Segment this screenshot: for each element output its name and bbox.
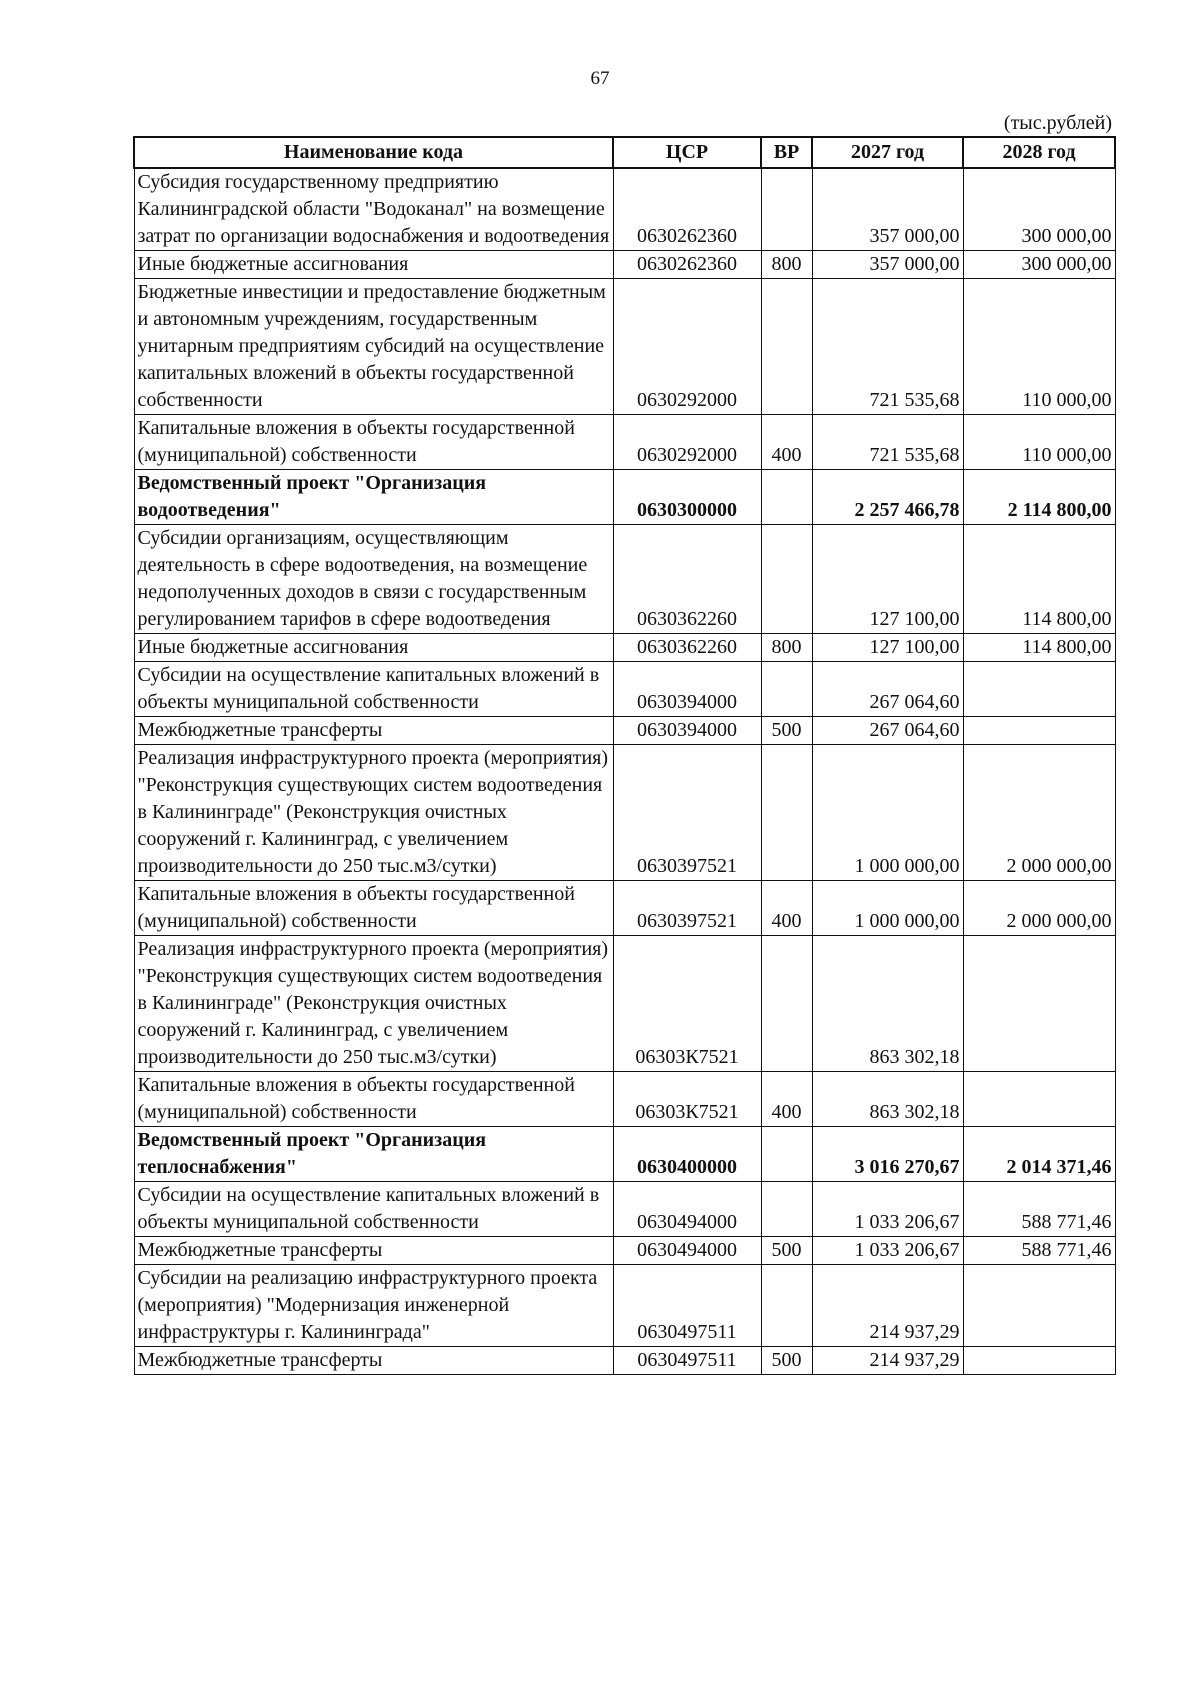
table-row bbox=[134, 936, 1115, 1072]
row-2028-cell bbox=[963, 1347, 1115, 1375]
row-vr-cell: 500 bbox=[761, 717, 812, 745]
row-2028-cell: 2 114 800,00 bbox=[963, 470, 1115, 525]
row-2028-cell bbox=[963, 1265, 1115, 1347]
row-name-cell: Субсидии организациям, осуществляющим деятельность в сфере водоотведения, на возмещение недополученных доходов в связи с государственным регулированием тарифов в сфере водоотведения bbox=[134, 525, 613, 634]
row-2027-cell: 721 535,68 bbox=[812, 415, 963, 470]
row-2027-cell: 1 000 000,00 bbox=[812, 745, 963, 881]
row-2027-cell: 214 937,29 bbox=[812, 1347, 963, 1375]
row-vr-cell bbox=[761, 1127, 812, 1182]
row-vr-cell: 500 bbox=[761, 1237, 812, 1265]
header-2028: 2028 год bbox=[963, 137, 1115, 168]
row-2027-cell: 214 937,29 bbox=[812, 1265, 963, 1347]
row-2027-cell: 1 033 206,67 bbox=[812, 1182, 963, 1237]
row-2027-cell: 2 257 466,78 bbox=[812, 470, 963, 525]
table-row bbox=[134, 1072, 1115, 1127]
table-row bbox=[134, 525, 1115, 634]
row-vr-cell bbox=[761, 1265, 812, 1347]
table-row bbox=[134, 1265, 1115, 1347]
row-csr-cell: 0630494000 bbox=[613, 1237, 761, 1265]
row-2028-cell: 2 000 000,00 bbox=[963, 745, 1115, 881]
row-2028-cell: 2 014 371,46 bbox=[963, 1127, 1115, 1182]
table-row bbox=[134, 745, 1115, 881]
table-row bbox=[134, 470, 1115, 525]
row-csr-cell: 0630394000 bbox=[613, 717, 761, 745]
row-vr-cell bbox=[761, 936, 812, 1072]
row-2028-cell: 2 000 000,00 bbox=[963, 881, 1115, 936]
row-vr-cell bbox=[761, 662, 812, 717]
row-2027-cell: 127 100,00 bbox=[812, 525, 963, 634]
row-2028-cell: 588 771,46 bbox=[963, 1182, 1115, 1237]
row-2028-cell: 110 000,00 bbox=[963, 415, 1115, 470]
row-csr-cell: 0630262360 bbox=[613, 251, 761, 279]
row-2027-cell: 357 000,00 bbox=[812, 251, 963, 279]
row-csr-cell: 0630397521 bbox=[613, 745, 761, 881]
row-csr-cell: 06303К7521 bbox=[613, 1072, 761, 1127]
row-csr-cell: 0630292000 bbox=[613, 415, 761, 470]
row-csr-cell: 0630262360 bbox=[613, 168, 761, 251]
row-vr-cell: 400 bbox=[761, 881, 812, 936]
table-row bbox=[134, 634, 1115, 662]
row-2027-cell: 863 302,18 bbox=[812, 936, 963, 1072]
table-row bbox=[134, 662, 1115, 717]
row-2028-cell: 114 800,00 bbox=[963, 525, 1115, 634]
row-2028-cell: 588 771,46 bbox=[963, 1237, 1115, 1265]
row-vr-cell bbox=[761, 279, 812, 415]
row-name-cell: Ведомственный проект "Организация водоотведения" bbox=[134, 470, 613, 525]
units-label: (тыс.рублей) bbox=[1003, 112, 1112, 134]
row-2027-cell: 357 000,00 bbox=[812, 168, 963, 251]
row-2028-cell: 300 000,00 bbox=[963, 251, 1115, 279]
row-vr-cell: 500 bbox=[761, 1347, 812, 1375]
header-name: Наименование кода bbox=[134, 137, 613, 168]
row-vr-cell bbox=[761, 470, 812, 525]
row-2027-cell: 267 064,60 bbox=[812, 662, 963, 717]
row-csr-cell: 0630394000 bbox=[613, 662, 761, 717]
row-name-cell: Субсидия государственному предприятию Калининградской области "Водоканал" на возмещение затрат по организации водоснабжения и водоотведения bbox=[134, 168, 613, 251]
row-2027-cell: 1 000 000,00 bbox=[812, 881, 963, 936]
table-row bbox=[134, 1182, 1115, 1237]
header-vr: ВР bbox=[761, 137, 812, 168]
row-csr-cell: 0630497511 bbox=[613, 1265, 761, 1347]
table-row bbox=[134, 881, 1115, 936]
row-name-cell: Капитальные вложения в объекты государственной (муниципальной) собственности bbox=[134, 1072, 613, 1127]
row-name-cell: Субсидии на осуществление капитальных вложений в объекты муниципальной собственности bbox=[134, 1182, 613, 1237]
table-row bbox=[134, 279, 1115, 415]
table-row bbox=[134, 168, 1115, 251]
row-vr-cell bbox=[761, 168, 812, 251]
row-name-cell: Бюджетные инвестиции и предоставление бюджетным и автономным учреждениям, государственным унитарным предприятиям субсидий на осуществление капитальных вложений в объекты государственной собственности bbox=[134, 279, 613, 415]
row-2028-cell bbox=[963, 1072, 1115, 1127]
row-2027-cell: 1 033 206,67 bbox=[812, 1237, 963, 1265]
row-csr-cell: 0630497511 bbox=[613, 1347, 761, 1375]
row-name-cell: Межбюджетные трансферты bbox=[134, 1347, 613, 1375]
row-2028-cell bbox=[963, 717, 1115, 745]
row-name-cell: Иные бюджетные ассигнования bbox=[134, 634, 613, 662]
table-body bbox=[134, 168, 1115, 1375]
row-2028-cell: 114 800,00 bbox=[963, 634, 1115, 662]
row-csr-cell: 0630300000 bbox=[613, 470, 761, 525]
row-name-cell: Ведомственный проект "Организация теплоснабжения" bbox=[134, 1127, 613, 1182]
row-2028-cell bbox=[963, 936, 1115, 1072]
header-2027: 2027 год bbox=[812, 137, 963, 168]
table-row bbox=[134, 717, 1115, 745]
row-vr-cell bbox=[761, 745, 812, 881]
row-name-cell: Субсидии на осуществление капитальных вложений в объекты муниципальной собственности bbox=[134, 662, 613, 717]
table-row bbox=[134, 1347, 1115, 1375]
row-2027-cell: 3 016 270,67 bbox=[812, 1127, 963, 1182]
row-csr-cell: 0630400000 bbox=[613, 1127, 761, 1182]
table-header-row bbox=[134, 137, 1115, 168]
row-vr-cell: 800 bbox=[761, 634, 812, 662]
row-2027-cell: 863 302,18 bbox=[812, 1072, 963, 1127]
table-row bbox=[134, 251, 1115, 279]
table-row bbox=[134, 1127, 1115, 1182]
row-csr-cell: 0630292000 bbox=[613, 279, 761, 415]
row-name-cell: Капитальные вложения в объекты государственной (муниципальной) собственности bbox=[134, 415, 613, 470]
row-vr-cell bbox=[761, 1182, 812, 1237]
row-name-cell: Межбюджетные трансферты bbox=[134, 717, 613, 745]
row-name-cell: Капитальные вложения в объекты государственной (муниципальной) собственности bbox=[134, 881, 613, 936]
row-2028-cell bbox=[963, 662, 1115, 717]
row-2027-cell: 267 064,60 bbox=[812, 717, 963, 745]
row-2028-cell: 110 000,00 bbox=[963, 279, 1115, 415]
row-name-cell: Межбюджетные трансферты bbox=[134, 1237, 613, 1265]
row-name-cell: Субсидии на реализацию инфраструктурного проекта (мероприятия) "Модернизация инженерной инфраструктуры г. Калининграда" bbox=[134, 1265, 613, 1347]
row-2028-cell: 300 000,00 bbox=[963, 168, 1115, 251]
row-csr-cell: 06303К7521 bbox=[613, 936, 761, 1072]
row-vr-cell bbox=[761, 525, 812, 634]
row-csr-cell: 0630362260 bbox=[613, 634, 761, 662]
budget-table bbox=[133, 136, 1116, 1375]
header-csr: ЦСР bbox=[613, 137, 761, 168]
page-number: 67 bbox=[590, 68, 610, 89]
table-row bbox=[134, 1237, 1115, 1265]
row-csr-cell: 0630494000 bbox=[613, 1182, 761, 1237]
row-csr-cell: 0630397521 bbox=[613, 881, 761, 936]
row-name-cell: Реализация инфраструктурного проекта (мероприятия) "Реконструкция существующих систем водоотведения в Калининграде" (Реконструкция очистных сооружений г. Калининград, с увеличением производительности до 250 тыс.м3/сутки) bbox=[134, 745, 613, 881]
row-2027-cell: 127 100,00 bbox=[812, 634, 963, 662]
row-name-cell: Реализация инфраструктурного проекта (мероприятия) "Реконструкция существующих систем водоотведения в Калининграде" (Реконструкция очистных сооружений г. Калининград, с увеличением производительности до 250 тыс.м3/сутки) bbox=[134, 936, 613, 1072]
row-name-cell: Иные бюджетные ассигнования bbox=[134, 251, 613, 279]
row-csr-cell: 0630362260 bbox=[613, 525, 761, 634]
table-row bbox=[134, 415, 1115, 470]
row-vr-cell: 800 bbox=[761, 251, 812, 279]
row-2027-cell: 721 535,68 bbox=[812, 279, 963, 415]
row-vr-cell: 400 bbox=[761, 1072, 812, 1127]
row-vr-cell: 400 bbox=[761, 415, 812, 470]
